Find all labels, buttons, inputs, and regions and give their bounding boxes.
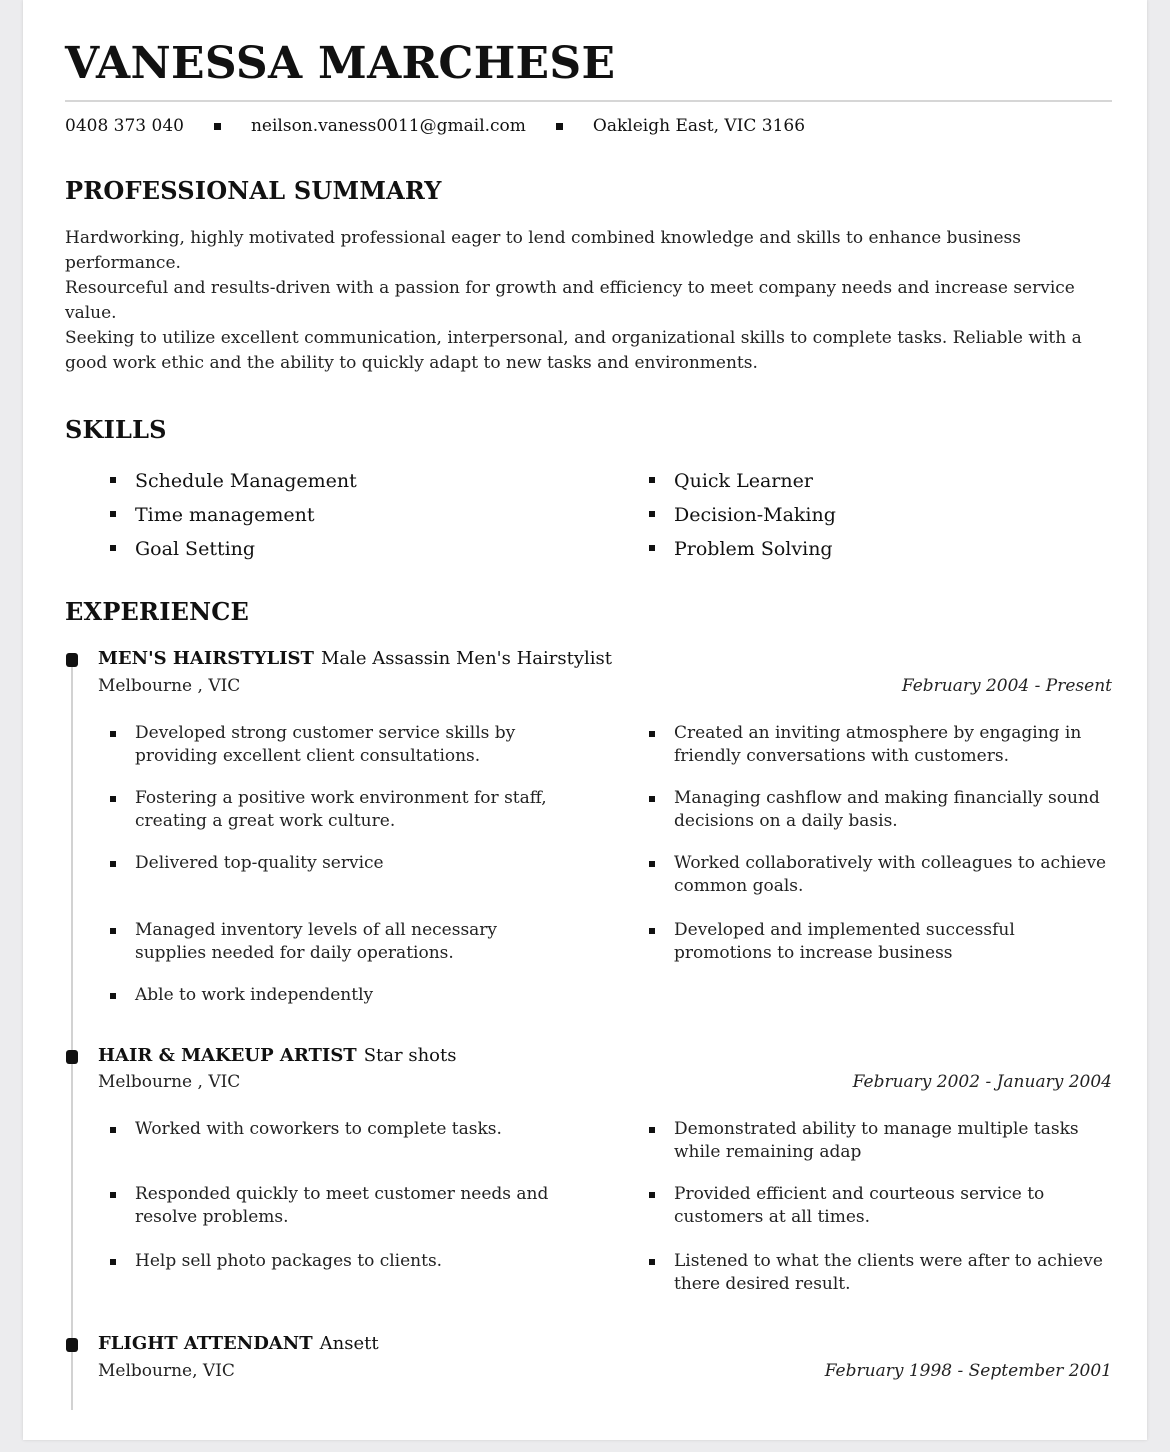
timeline-line [71,660,73,1410]
job-duties-right [649,722,1109,768]
job-duties-left [110,919,570,965]
job-header [98,1333,379,1354]
duty-item: Created an inviting atmosphere by engaging in friendly conversations with customers. [649,722,1109,768]
resume-page [23,0,1147,1440]
summary-heading: PROFESSIONAL SUMMARY [65,176,442,205]
skill-item: Goal Setting [110,532,357,566]
duty-item: Responded quickly to meet customer needs and resolve problems. [110,1183,570,1229]
duty-item: Managed inventory levels of all necessary supplies needed for daily operations. [110,919,570,965]
duty-item: Able to work independently [110,984,570,1007]
duty-item: Delivered top-quality service [110,852,570,875]
job-duties-left [110,1183,570,1229]
summary-line: Hardworking, highly motivated professional eager to lend combined knowledge and skills to enhance business performance. [65,228,1022,273]
summary-line: Resourceful and results-driven with a passion for growth and efficiency to meet company needs and increase service value. [65,278,1075,323]
job-dates: February 2004 - Present [901,676,1112,696]
duty-item: Provided efficient and courteous service to customers at all times. [649,1183,1109,1229]
job-duties-right [649,1250,1109,1296]
duty-item: Developed and implemented successful promotions to increase business [649,919,1109,965]
job-company: Male Assassin Men's Hairstylist [320,648,612,669]
duty-item: Listened to what the clients were after to achieve there desired result. [649,1250,1109,1296]
job-location: Melbourne , VIC [98,1072,241,1092]
duty-item: Developed strong customer service skills by providing excellent client consultations. [110,722,570,768]
duty-item: Help sell photo packages to clients. [110,1250,570,1273]
experience-heading: EXPERIENCE [65,597,250,626]
skill-item: Problem Solving [649,532,836,566]
header-divider [65,100,1112,102]
skills-list-left [110,464,357,566]
job-duties-right [649,852,1109,898]
job-location: Melbourne, VIC [98,1361,235,1381]
job-title: MEN'S HAIRSTYLIST [98,648,314,669]
job-duties-left [110,1118,570,1141]
job-duties-left [110,722,570,768]
job-dates: February 1998 - September 2001 [824,1361,1112,1381]
job-duties-left [110,984,570,1007]
separator-bullet-icon [214,123,221,130]
summary-line: Seeking to utilize excellent communication, interpersonal, and organizational skills to complete tasks. Reliable with a good work ethic and the ability to quickly adapt to new tasks and environments. [65,328,1082,373]
job-duties-left [110,852,570,875]
skill-item: Quick Learner [649,464,836,498]
duty-item: Worked collaboratively with colleagues to achieve common goals. [649,852,1109,898]
skills-heading: SKILLS [65,415,167,444]
duty-item: Managing cashflow and making financially sound decisions on a daily basis. [649,787,1109,833]
job-duties-left [110,787,570,833]
job-dates: February 2002 - January 2004 [852,1072,1112,1092]
job-header [98,648,612,669]
timeline-dot-icon [66,653,78,667]
timeline-dot-icon [66,1050,78,1064]
job-duties-right [649,1183,1109,1229]
contact-info [65,113,805,139]
job-header [98,1045,456,1066]
job-title: HAIR & MAKEUP ARTIST [98,1045,357,1066]
contact-phone: 0408 373 040 [65,116,184,136]
job-title: FLIGHT ATTENDANT [98,1333,313,1354]
separator-bullet-icon [556,123,563,130]
duty-item: Demonstrated ability to manage multiple tasks while remaining adap [649,1118,1109,1164]
contact-location: Oakleigh East, VIC 3166 [592,116,806,136]
job-location: Melbourne , VIC [98,676,241,696]
job-duties-right [649,919,1109,965]
skill-item: Time management [110,498,357,532]
skill-item: Schedule Management [110,464,357,498]
skills-list-right [649,464,836,566]
job-company: Star shots [363,1045,457,1066]
job-duties-right [649,1118,1109,1164]
summary-text [65,226,1115,376]
duty-item: Fostering a positive work environment for staff, creating a great work culture. [110,787,570,833]
job-duties-left [110,1250,570,1273]
job-company: Ansett [319,1333,379,1354]
job-duties-right [649,787,1109,833]
candidate-name: VANESSA MARCHESE [65,38,616,89]
timeline-dot-icon [66,1338,78,1352]
skill-item: Decision-Making [649,498,836,532]
duty-item: Worked with coworkers to complete tasks. [110,1118,570,1141]
contact-email: neilson.vaness0011@gmail.com [250,116,526,136]
